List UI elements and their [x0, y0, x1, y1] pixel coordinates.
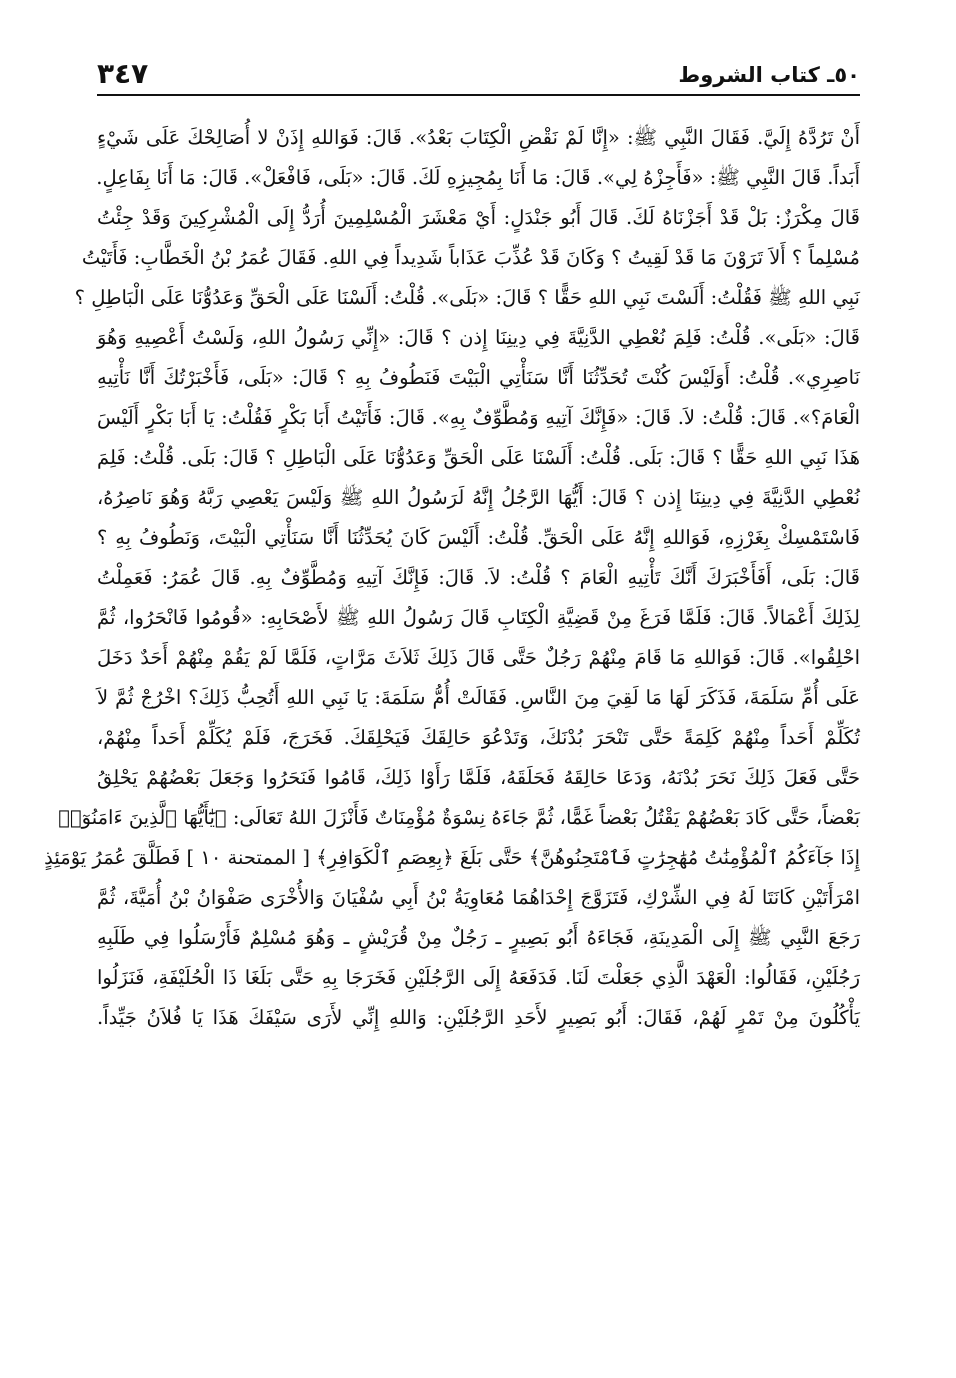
text-line: هَذَا نَبِي اللهِ حَقًّا ؟ قَالَ: بَلَى. قُلْتُ: أَلَسْنَا عَلَى الْحَقِّ وَعَدُوُّنَا عَلَى الْبَاطِلِ ؟ قَالَ: بَلَى. قُلْتُ: فَلِمَ	[97, 446, 860, 469]
text-line: فَاسْتَمْسِكْ بِغَرْزِهِ، فَوَاللهِ إِنَّهُ عَلَى الْحَقِّ. قُلْتُ: أَلَيْسَ كَانَ يُحَدِّثُنَا أَنَّا سَنَأْتِي الْبَيْتَ، وَنَطُوفُ بِهِ ؟	[97, 526, 860, 549]
text-line: لِذَلِكَ أَعْمَالاً. قَالَ: فَلَمَّا فَرَغَ مِنْ قَضِيَّةِ الْكِتَابِ قَالَ رَسُولُ اللهِ ﷺ لأَصْحَابِهِ: «قُومُوا فَانْحَرُوا، ثُمَّ	[97, 606, 860, 629]
text-line: قَالَ: «بَلَى». قُلْتُ: فَلِمَ نُعْطِي الدَّنِيَّةَ فِي دِينِنَا إِذن ؟ قَالَ: «إِنِّي رَسُولُ اللهِ، وَلَسْتُ أَعْصِيهِ وَهُوَ	[97, 326, 860, 349]
text-line: نَاصِرِي». قُلْتُ: أَوَلَيْسَ كُنْتَ تُحَدِّثُنَا أَنَّا سَنَأْتِي الْبَيْتَ فَنَطُوفُ بِهِ ؟ قَالَ: «بَلَى، فَأَخْبَرْتُكَ أَنَّا نَأْتِيهِ	[97, 366, 860, 389]
text-line: نَبِي اللهِ ﷺ فَقُلْتُ: أَلَسْتَ نَبِي اللهِ حَقًّا ؟ قَالَ: «بَلَى». قُلْتُ: أَلَسْنَا عَلَى الْحَقِّ وَعَدُوُّنَا عَلَى الْبَاطِلِ ؟	[74, 286, 860, 309]
text-line: بَعْضاً، حَتَّى كَادَ بَعْضُهُمْ يَقْتُلُ بَعْضاً غَمًّا، ثُمَّ جَاءَهُ نِسْوَةٌ مُؤْمِنَاتٌ فَأَنْزَلَ اللهُ تَعَالَى: ﴿يَٰٓأَيُّهَا ٱلَّذِينَ ءَامَنُوٓا۟	[58, 806, 860, 829]
text-line: حَتَّى فَعَلَ ذَلِكَ نَحَرَ بُدْنَهُ، وَدَعَا حَالِقَهُ فَحَلَقَهُ، فَلَمَّا رَأَوْا ذَلِكَ، قَامُوا فَنَحَرُوا وَجَعَلَ بَعْضُهُمْ يَحْلِقُ	[97, 766, 860, 789]
text-line: مُسْلِماً ؟ أَلاَ تَرَوْنَ مَا قَدْ لَقِيتُ ؟ وَكَانَ قَدْ عُذِّبَ عَذَاباً شَدِيداً فِي اللهِ. فَقَالَ عُمَرُ بْنُ الْخَطَّابِ: فَأَتَيْتُ	[81, 246, 860, 269]
header-divider	[97, 94, 860, 96]
text-line: تُكَلِّمْ أَحَداً مِنْهُمْ كَلِمَةً حَتَّى تَنْحَرَ بُدْنَكَ، وَتَدْعُوَ حَالِقَكَ فَيَحْلِقَكَ. فَخَرَجَ، فَلَمْ يُكَلِّمْ أَحَداً مِنْهُمْ،	[97, 726, 860, 749]
page-header	[97, 50, 860, 94]
chapter-title: ٥٠ـ كتاب الشروط	[678, 63, 860, 87]
text-line: الْعَامَ؟». قَالَ: قُلْتُ: لاَ. قَالَ: «فَإِنَّكَ آتِيهِ وَمُطَّوِّفٌ بِهِ». قَالَ: فَأَتَيْتُ أَبَا بَكْرٍ فَقُلْتُ: يَا أَبَا بَكْرٍ أَلَيْسَ	[97, 406, 860, 429]
text-line: أَبَداً. قَالَ النَّبِي ﷺ: «فَأَجِزْهُ لِي». قَالَ: مَا أَنَا بِمُجِيزِهِ لَكَ. قَالَ: «بَلَى، فَافْعَلْ». قَالَ: مَا أَنَا بِفَاعِلٍ.	[96, 166, 860, 189]
text-line: رَجَعَ النَّبِي ﷺ إِلَى الْمَدِينَةِ، فَجَاءَهُ أَبُو بَصِيرٍ ـ رَجُلٌ مِنْ قُرَيْشٍ ـ وَهُوَ مُسْلِمٌ فَأَرْسَلُوا فِي طَلَبِهِ	[97, 926, 860, 949]
text-line: يَأْكُلُونَ مِنْ تَمْرٍ لَهُمْ، فَقَالَ: أَبُو بَصِيرٍ لأَحَدِ الرَّجُلَيْنِ: وَاللهِ إِنِّي لأَرَى سَيْفَكَ هَذَا يَا فُلاَنُ جَيِّداً.	[97, 1006, 860, 1029]
text-line: قَالَ: بَلَى، أَفَأَخْبَرَكَ أَنَّكَ تَأْتِيهِ الْعَامَ ؟ قُلْتُ: لاَ. قَالَ: فَإِنَّكَ آتِيهِ وَمُطَّوِّفٌ بِهِ. قَالَ عُمَرُ: فَعَمِلْتُ	[97, 566, 860, 589]
page-number: ٣٤٧	[97, 57, 149, 90]
text-line: أَنْ تَرُدَّهُ إِلَيَّ. فَقَالَ النَّبِي ﷺ: «إِنَّا لَمْ نَقْضِ الْكِتَابَ بَعْدُ». قَالَ: فَوَاللهِ إِذَنْ لا أُصَالِحْكَ عَلَى شَيْءٍ	[97, 126, 860, 149]
body-text	[44, 118, 860, 1038]
text-line: نُعْطِي الدَّنِيَّةَ فِي دِينِنَا إِذن ؟ قَالَ: أَيُّهَا الرَّجُلُ إِنَّهُ لَرَسُولُ اللهِ ﷺ وَلَيْسَ يَعْصِي رَبَّهُ وَهُوَ نَاصِرُهُ،	[97, 486, 860, 509]
text-line: إِذَا جَآءَكُمُ ٱلْمُؤْمِنَٰتُ مُهَٰجِرَٰتٍ فَٱمْتَحِنُوهُنَّ﴾ حَتَّى بَلَغَ ﴿بِعِصَمِ ٱلْكَوَافِرِ﴾ [ الممتحنة ١٠ ] فَطَلَّقَ عُمَرُ يَوْمَئِذٍ	[44, 846, 860, 869]
text-line: رَجُلَيْنِ، فَقَالُوا: الْعَهْدَ الَّذِي جَعَلْتَ لَنَا. فَدَفَعَهُ إِلَى الرَّجُلَيْنِ فَخَرَجَا بِهِ حَتَّى بَلَغَا ذَا الْحُلَيْفَةِ، فَنَزَلُوا	[97, 966, 860, 989]
text-line: احْلِقُوا». قَالَ: فَوَاللهِ مَا قَامَ مِنْهُمْ رَجُلٌ حَتَّى قَالَ ذَلِكَ ثَلاَثَ مَرَّاتٍ، فَلَمَّا لَمْ يَقُمْ مِنْهُمْ أَحَدٌ دَخَلَ	[97, 646, 860, 669]
text-line: قَالَ مِكْرَزٌ: بَلْ قَدْ أَجَزْنَاهُ لَكَ. قَالَ أَبُو جَنْدَلٍ: أَيْ مَعْشَرَ الْمُسْلِمِينَ أُرَدُّ إِلَى الْمُشْرِكِينَ وَقَدْ جِئْتُ	[97, 206, 860, 229]
text-line: عَلَى أُمِّ سَلَمَةَ، فَذَكَرَ لَهَا مَا لَقِيَ مِنَ النَّاسِ. فَقَالَتْ أُمُّ سَلَمَةَ: يَا نَبِي اللهِ أَتُحِبُّ ذَلِكَ؟ اخْرُجْ ثُمَّ لاَ	[97, 686, 860, 709]
text-line: امْرَأَتَيْنِ كَانَتَا لَهُ فِي الشِّرْكِ، فَتَزَوَّجَ إِحْدَاهُمَا مُعَاوِيَةُ بْنُ أَبِي سُفْيَانَ وَالأُخْرَى صَفْوَانُ بْنُ أُمَيَّةَ، ثُمَّ	[97, 886, 860, 909]
